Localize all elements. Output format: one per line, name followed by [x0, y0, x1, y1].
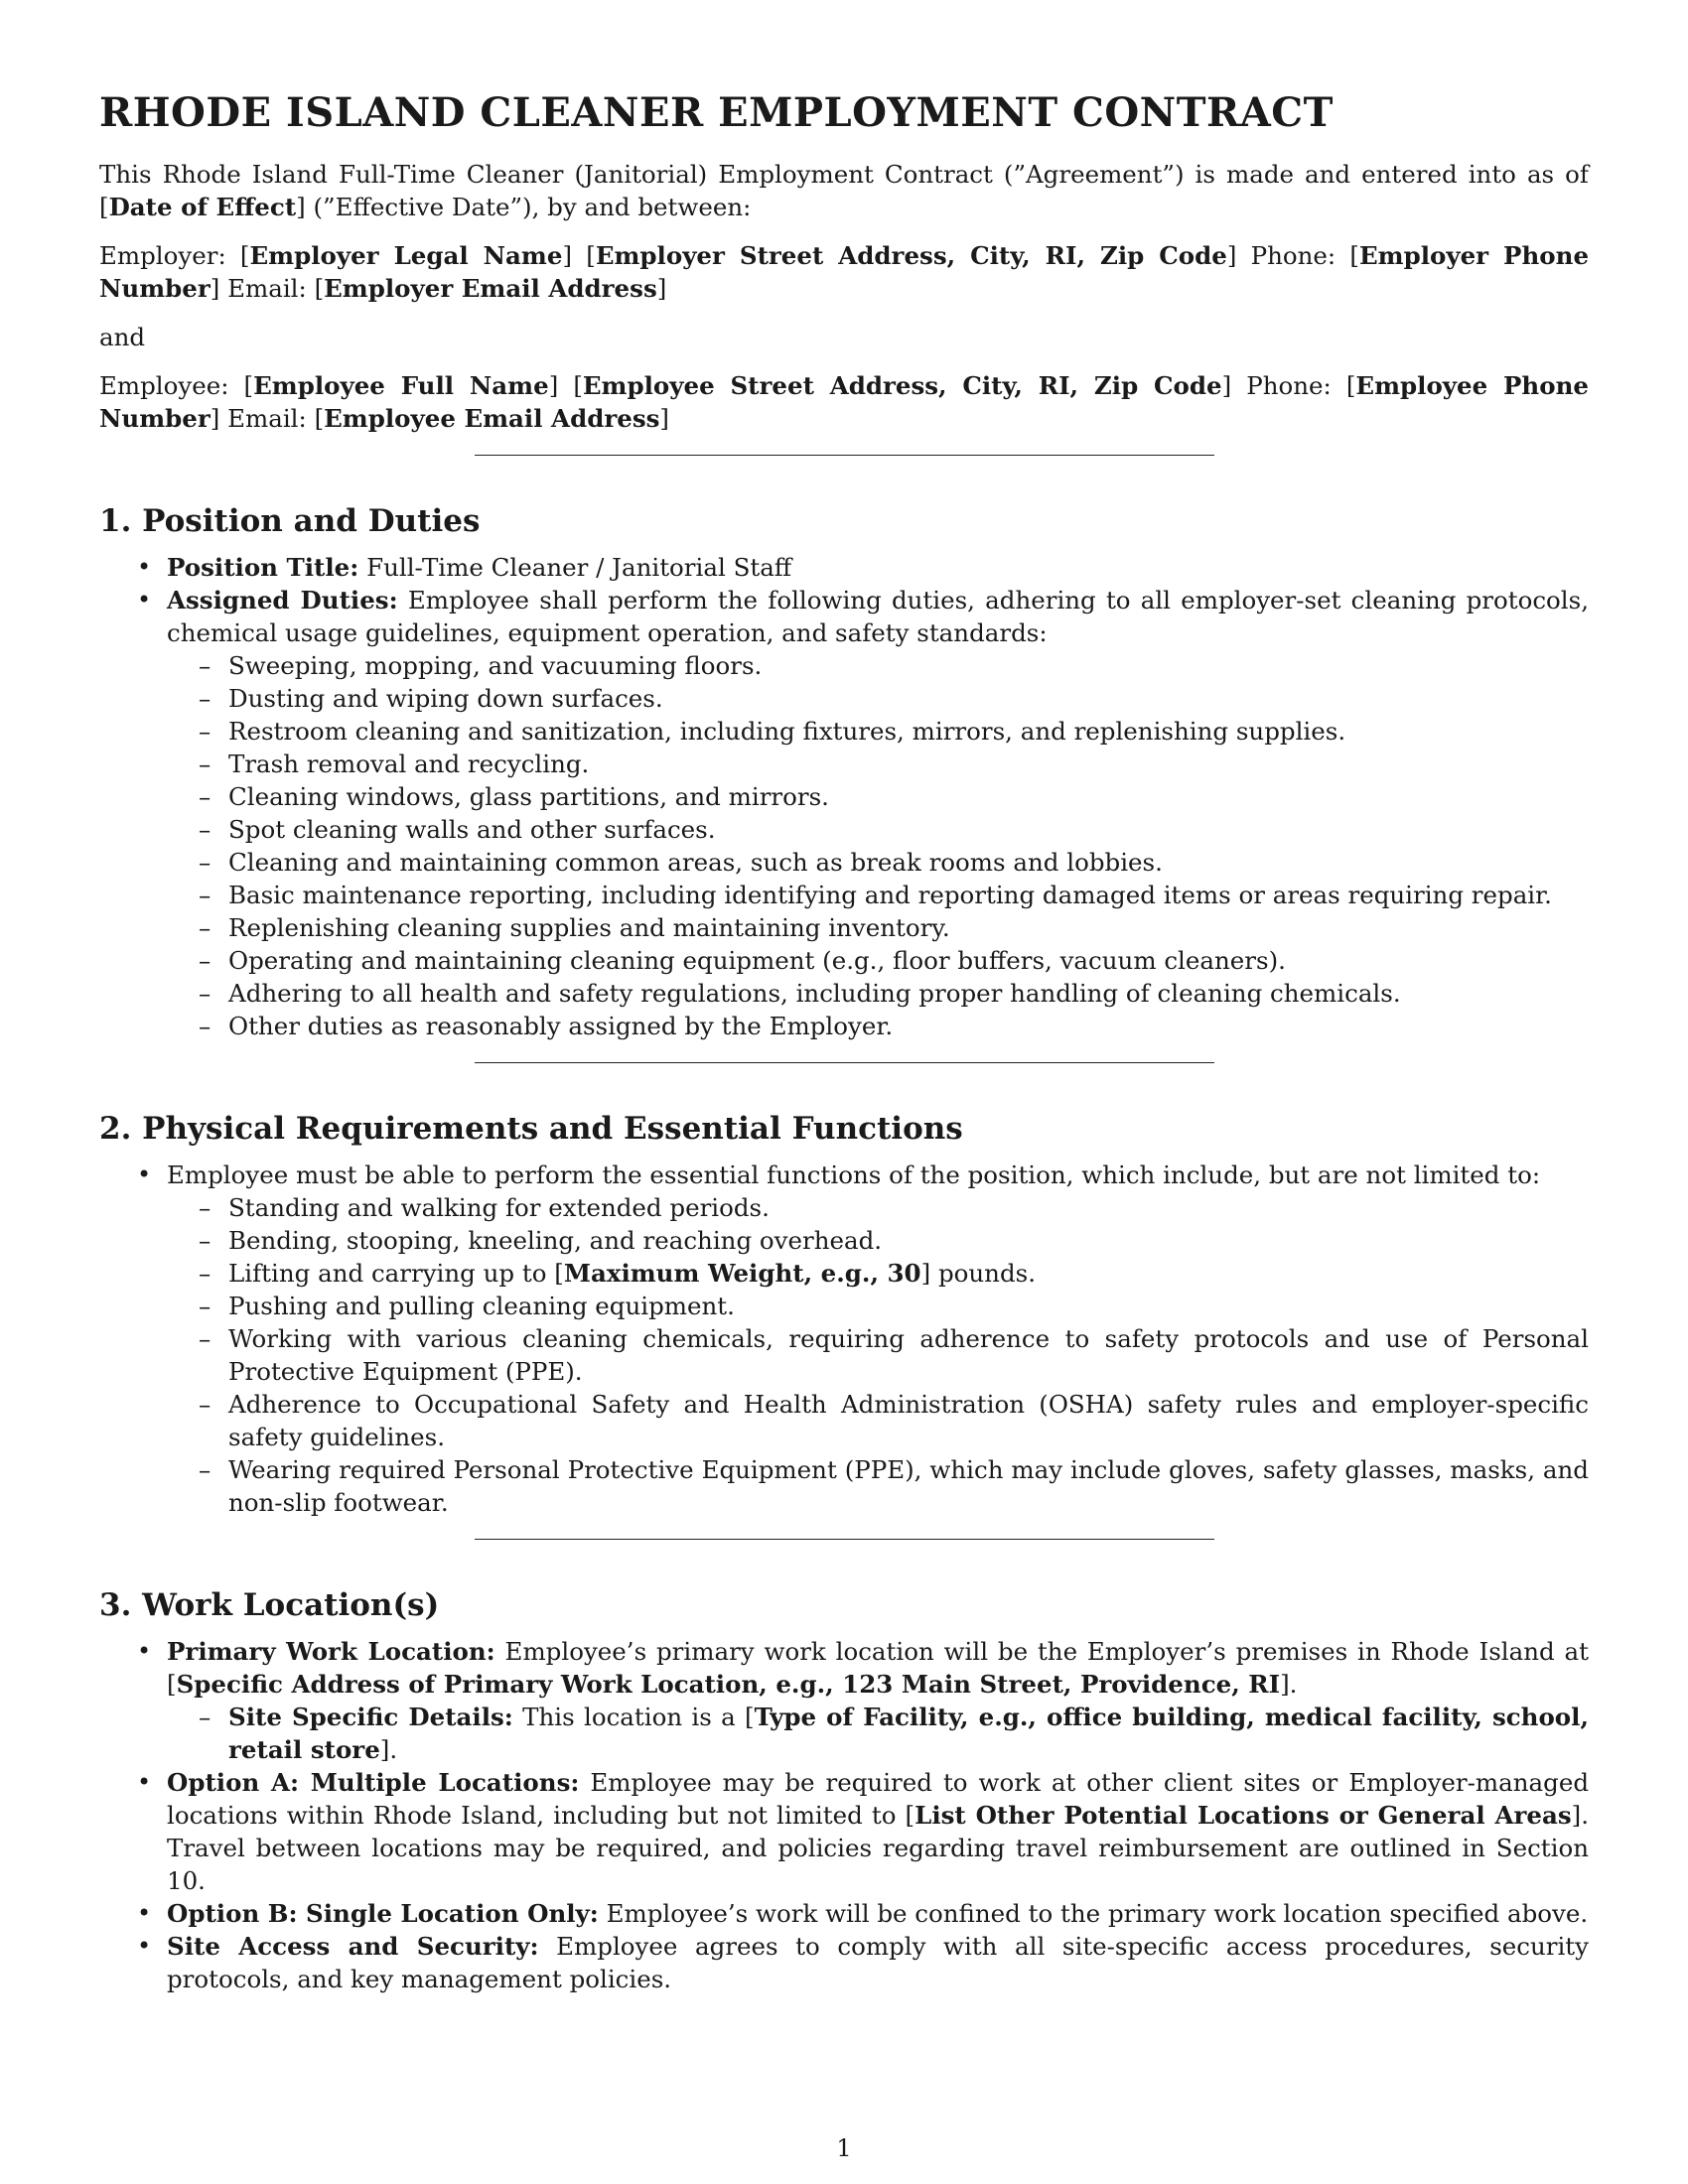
- function-item: – Working with various cleaning chemicals, requiring adherence to safety protocols and use of Personal Protective Equipment (PPE).: [228, 1322, 1589, 1388]
- duty-item: – Dusting and wiping down surfaces.: [228, 682, 1589, 715]
- lifting-text-end: pounds.: [930, 1259, 1036, 1288]
- list-item: [167, 1930, 1589, 1995]
- employer-address-field: Employer Street Address, City, RI, Zip Code: [595, 241, 1227, 270]
- list-item: [167, 584, 1589, 1042]
- duty-item: – Replenishing cleaning supplies and maintaining inventory.: [228, 911, 1589, 944]
- employer-block: Employer: [Employer Legal Name] [Employer Street Address, City, RI, Zip Code] Phone: [Employer Phone Number] Email: [Employer Email Address]: [99, 241, 1590, 303]
- duty-item: – Spot cleaning walls and other surfaces.: [228, 813, 1589, 846]
- intro-paragraph: This Rhode Island Full-Time Cleaner (Janitorial) Employment Contract (”Agreement”) is made and entered into as of [Date of Effect] (”Effective Date”), by and between:: [99, 160, 1589, 221]
- assigned-duties-text: Employee shall perform the following duties, adhering to all employer-set cleaning protocols, chemical usage guidelines, equipment operation, and safety standards:: [167, 586, 1590, 647]
- employee-email-field: Employee Email Address: [324, 404, 660, 433]
- maximum-weight-field: Maximum Weight, e.g., 30: [563, 1259, 921, 1288]
- list-item: [167, 551, 1589, 584]
- function-item: – Pushing and pulling cleaning equipment.: [228, 1290, 1589, 1322]
- primary-location-sublist: [167, 1701, 1589, 1766]
- employee-address-field: Employee Street Address, City, RI, Zip Code: [582, 371, 1222, 400]
- duty-item: – Operating and maintaining cleaning equipment (e.g., floor buffers, vacuum cleaners).: [228, 944, 1589, 977]
- section-divider: [475, 1539, 1214, 1540]
- and-text: and: [99, 323, 146, 351]
- list-item: [167, 1897, 1589, 1930]
- employer-email-field: Employer Email Address: [324, 274, 657, 303]
- option-b-label: Option B: Single Location Only:: [167, 1899, 599, 1928]
- employee-label: Employee:: [99, 371, 244, 400]
- page-number: 1: [836, 2134, 852, 2162]
- document-title: RHODE ISLAND CLEANER EMPLOYMENT CONTRACT: [99, 89, 1334, 136]
- duty-item: – Other duties as reasonably assigned by the Employer.: [228, 1010, 1589, 1042]
- document-page: [99, 89, 1589, 1995]
- employer-name-field: Employer Legal Name: [249, 241, 563, 270]
- function-item: – Adherence to Occupational Safety and Health Administration (OSHA) safety rules and employer-specific safety guidelines.: [228, 1388, 1589, 1453]
- option-a-text-end: . Travel between locations may be required, and policies regarding travel reimbursement are outlined in Section 10.: [167, 1801, 1589, 1895]
- option-a-label: Option A: Multiple Locations:: [167, 1768, 580, 1797]
- primary-location-label: Primary Work Location:: [167, 1637, 495, 1666]
- site-details-label: Site Specific Details:: [228, 1703, 513, 1731]
- function-item: – Standing and walking for extended periods.: [228, 1191, 1589, 1224]
- function-item: – Wearing required Personal Protective Equipment (PPE), which may include gloves, safety glasses, masks, and non-slip footwear.: [228, 1453, 1589, 1519]
- option-b-text: Employee’s work will be confined to the primary work location specified above.: [598, 1899, 1589, 1928]
- site-details-item: – Site Specific Details: This location is a [Type of Facility, e.g., office building, medical facility, school, retail store].: [228, 1701, 1589, 1766]
- site-access-text: Employee agrees to comply with all site-specific access procedures, security protocols, and key management policies.: [167, 1932, 1589, 1993]
- employer-label: Employer:: [99, 241, 240, 270]
- facility-type-field: Type of Facility, e.g., office building, medical facility, school, retail store: [228, 1703, 1589, 1764]
- essential-functions-intro: Employee must be able to perform the essential functions of the position, which include, but are not limited to:: [167, 1160, 1541, 1189]
- employer-phone-label: Phone:: [1236, 241, 1350, 270]
- function-item: – Lifting and carrying up to [Maximum Weight, e.g., 30] pounds.: [228, 1257, 1589, 1290]
- site-details-text: This location is a: [512, 1703, 746, 1731]
- duty-item: – Cleaning and maintaining common areas, such as break rooms and lobbies.: [228, 846, 1589, 879]
- duty-item: – Trash removal and recycling.: [228, 748, 1589, 780]
- duty-item: – Cleaning windows, glass partitions, and mirrors.: [228, 780, 1589, 813]
- position-title-label: Position Title:: [167, 553, 359, 582]
- duty-item: – Sweeping, mopping, and vacuuming floors.: [228, 649, 1589, 682]
- employee-email-label: Email:: [219, 404, 315, 433]
- list-item: [167, 1159, 1589, 1519]
- primary-location-text: Employee’s primary work location will be the Employer’s premises in Rhode Island at: [494, 1637, 1589, 1666]
- essential-functions-sublist: [167, 1191, 1589, 1519]
- employer-phone-field: Employer Phone Number: [99, 241, 1590, 303]
- list-item: • Primary Work Location: Employee’s primary work location will be the Employer’s premises in Rhode Island at [Specific Address of Primary Work Location, e.g., 123 Main Street, Providence, RI]. – Site Specific Details: This location is a [Type of Facility, e.g., office building, medical facility, school, retail store].: [167, 1635, 1589, 1766]
- section-2-heading: 2. Physical Requirements and Essential Functions: [99, 1111, 963, 1147]
- site-access-label: Site Access and Security:: [167, 1932, 539, 1961]
- employee-block: Employee: [Employee Full Name] [Employee Street Address, City, RI, Zip Code] Phone: [Employee Phone Number] Email: [Employee Email Address]: [99, 371, 1589, 433]
- function-item: – Bending, stooping, kneeling, and reaching overhead.: [228, 1224, 1589, 1257]
- duty-item: – Restroom cleaning and sanitization, including fixtures, mirrors, and replenishing supplies.: [228, 715, 1589, 748]
- other-locations-field: List Other Potential Locations or General Areas: [914, 1801, 1572, 1830]
- section-1-list: [99, 551, 1589, 1042]
- section-divider: [475, 455, 1214, 456]
- duty-item: – Adhering to all health and safety regulations, including proper handling of cleaning chemicals.: [228, 977, 1589, 1010]
- duty-item: – Basic maintenance reporting, including identifying and reporting damaged items or areas requiring repair.: [228, 879, 1589, 911]
- effective-date-field: Date of Effect: [108, 193, 297, 221]
- assigned-duties-label: Assigned Duties:: [167, 586, 398, 614]
- position-title-value: Full-Time Cleaner / Janitorial Staff: [358, 553, 792, 582]
- list-item: • Option A: Multiple Locations: Employee may be required to work at other client sites or Employer-managed locations within Rhode Island, including but not limited to [List Other Potential Locations or General Areas]. Travel between locations may be required, and policies regarding travel reimbursement are outlined in Section 10.: [167, 1766, 1589, 1897]
- employee-phone-field: Employee Phone Number: [99, 371, 1589, 433]
- section-3-heading: 3. Work Location(s): [99, 1587, 440, 1623]
- section-3-list: [99, 1635, 1589, 1995]
- section-2-list: [99, 1159, 1589, 1519]
- intro-text-end: (”Effective Date”), by and between:: [305, 193, 752, 221]
- section-divider: [475, 1062, 1214, 1063]
- intro-text: This Rhode Island Full-Time Cleaner (Janitorial) Employment Contract (”Agreement”) is made and entered into as of: [99, 160, 1589, 189]
- employee-name-field: Employee Full Name: [253, 371, 549, 400]
- employer-email-label: Email:: [219, 274, 315, 303]
- lifting-text: Lifting and carrying up to: [228, 1259, 555, 1288]
- section-1-heading: 1. Position and Duties: [99, 503, 481, 539]
- duties-sublist: [167, 649, 1589, 1042]
- option-a-text: Employee may be required to work at other client sites or Employer-managed locations within Rhode Island, including but not limited to: [167, 1768, 1590, 1830]
- primary-location-field: Specific Address of Primary Work Location, e.g., 123 Main Street, Providence, RI: [176, 1670, 1281, 1699]
- employee-phone-label: Phone:: [1231, 371, 1346, 400]
